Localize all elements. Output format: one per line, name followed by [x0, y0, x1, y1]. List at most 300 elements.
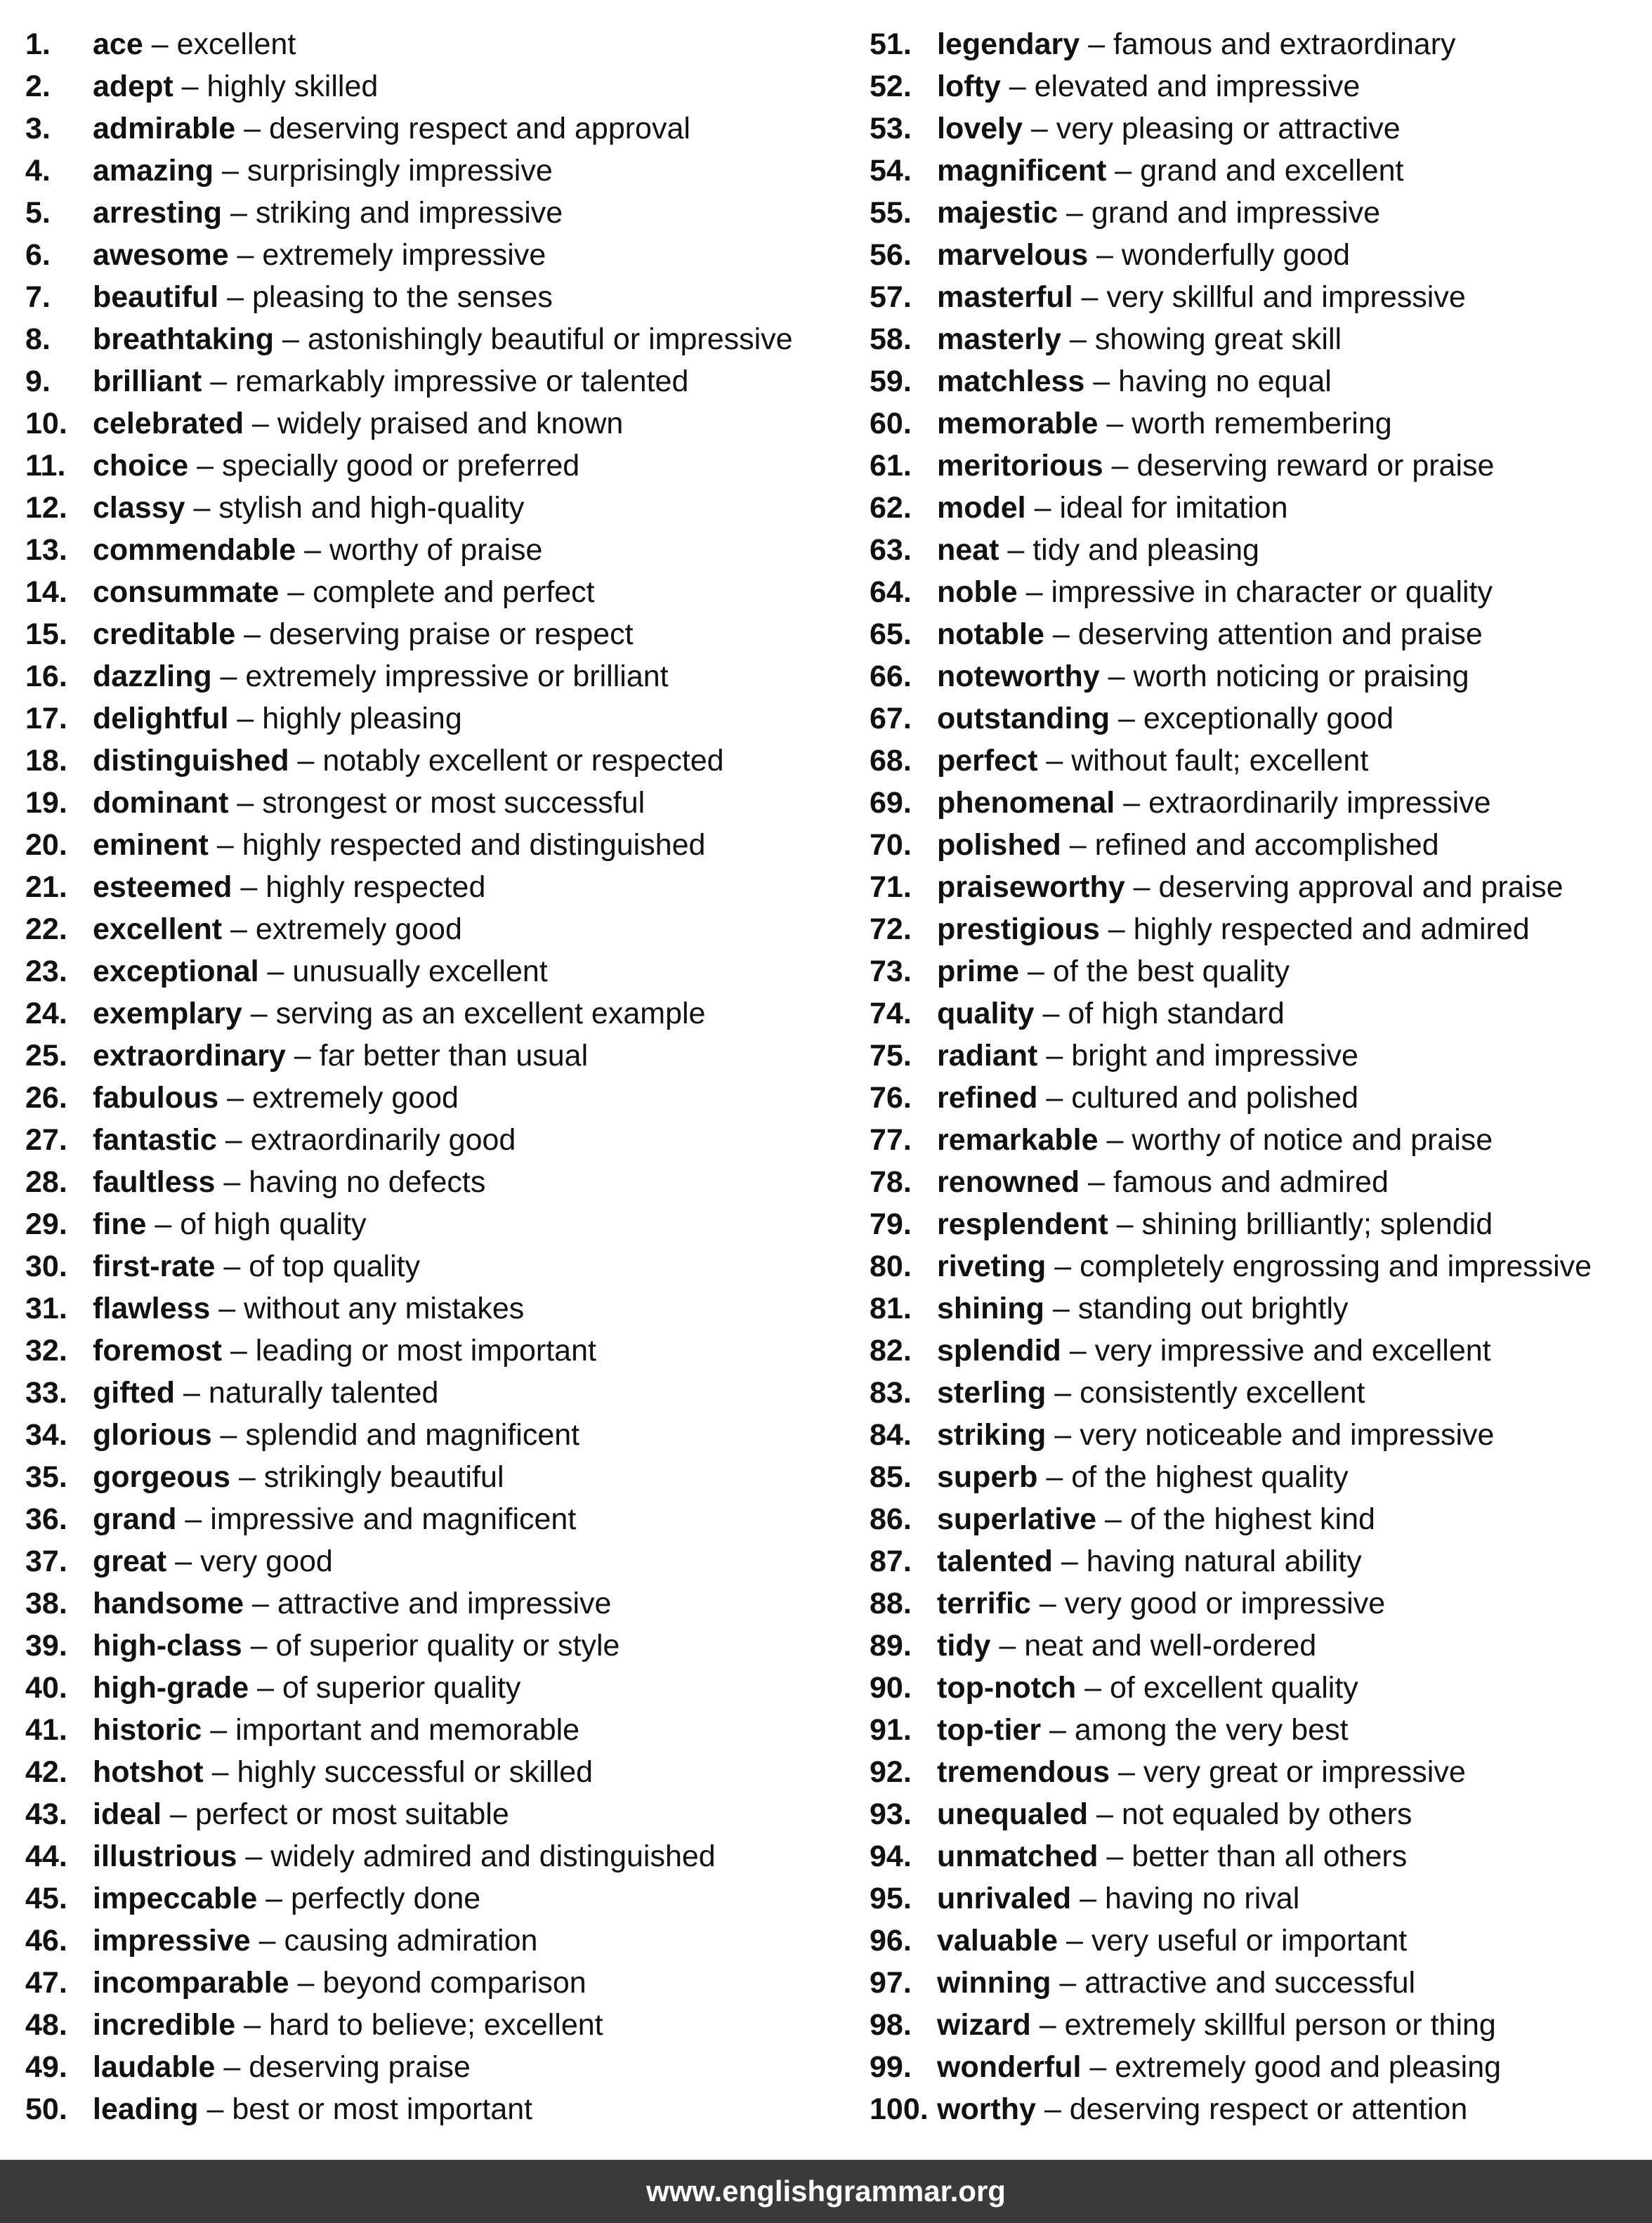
item-separator: – [1098, 407, 1132, 440]
item-separator: – [202, 1713, 236, 1747]
item-definition: attractive and impressive [277, 1587, 612, 1620]
item-word: prime [937, 955, 1020, 988]
item-number: 18. [25, 744, 67, 778]
item-word: magnificent [937, 154, 1107, 188]
list-item [25, 360, 840, 402]
item-word: radiant [937, 1039, 1038, 1073]
item-separator: – [1125, 870, 1159, 904]
item-number: 90. [870, 1671, 912, 1705]
item-separator: – [999, 533, 1033, 567]
item-definition: leading or most important [255, 1334, 596, 1368]
list-item [870, 950, 1642, 992]
item-word: wizard [937, 2008, 1031, 2042]
item-separator: – [1046, 1250, 1080, 1283]
item-number: 28. [25, 1165, 67, 1199]
list-item [870, 1372, 1642, 1414]
item-number: 98. [870, 2008, 912, 2042]
item-word: lovely [937, 112, 1023, 145]
item-word: tremendous [937, 1755, 1110, 1789]
item-definition: very skillful and impressive [1106, 280, 1466, 314]
item-separator: – [250, 1924, 284, 1958]
item-separator: – [1080, 27, 1113, 61]
list-item [870, 487, 1642, 529]
item-number: 35. [25, 1460, 67, 1494]
item-number: 93. [870, 1797, 912, 1831]
item-number: 1. [25, 27, 51, 61]
item-word: illustrious [93, 1840, 237, 1873]
item-definition: widely praised and known [277, 407, 624, 440]
list-item [25, 2088, 840, 2130]
list-item [25, 908, 840, 950]
item-definition: strikingly beautiful [263, 1460, 504, 1494]
list-item [870, 824, 1642, 866]
item-definition: attractive and successful [1084, 1966, 1416, 2000]
item-number: 33. [25, 1376, 67, 1410]
item-word: unrivaled [937, 1882, 1072, 1915]
item-word: glorious [93, 1418, 212, 1452]
item-word: worthy [937, 2092, 1036, 2126]
item-separator: – [222, 912, 256, 946]
list-item [870, 65, 1642, 107]
item-definition: very great or impressive [1143, 1755, 1466, 1789]
item-definition: surprisingly impressive [247, 154, 553, 188]
item-word: quality [937, 997, 1035, 1030]
word-list-column-right [870, 23, 1642, 2130]
list-item [25, 655, 840, 697]
item-number: 24. [25, 997, 67, 1030]
item-definition: of excellent quality [1110, 1671, 1358, 1705]
list-item [25, 1582, 840, 1625]
item-word: superb [937, 1460, 1038, 1494]
list-item [25, 1920, 840, 1962]
list-item [870, 1920, 1642, 1962]
item-definition: complete and perfect [313, 575, 595, 609]
list-item [870, 1709, 1642, 1751]
list-item [870, 1793, 1642, 1835]
item-number: 41. [25, 1713, 67, 1747]
item-word: foremost [93, 1334, 222, 1368]
list-item [870, 529, 1642, 571]
item-separator: – [1037, 1039, 1072, 1073]
list-item [870, 1161, 1642, 1203]
item-word: great [93, 1545, 167, 1578]
item-separator: – [1044, 617, 1078, 651]
item-definition: deserving praise or respect [268, 617, 634, 651]
list-item [25, 782, 840, 824]
item-word: shining [937, 1292, 1044, 1325]
item-separator: – [1080, 1165, 1113, 1199]
item-number: 4. [25, 154, 51, 188]
list-item [25, 23, 840, 65]
item-separator: – [188, 449, 223, 483]
item-definition: refined and accomplished [1094, 828, 1439, 862]
item-definition: worth noticing or praising [1133, 660, 1469, 693]
item-number: 59. [870, 365, 912, 398]
item-definition: beyond comparison [322, 1966, 586, 2000]
item-word: breathtaking [93, 322, 275, 356]
list-item [25, 1877, 840, 1920]
item-word: fabulous [93, 1081, 219, 1115]
item-number: 7. [25, 280, 51, 314]
list-item [25, 1709, 840, 1751]
item-separator: – [1051, 1966, 1085, 2000]
item-separator: – [215, 1250, 249, 1283]
item-word: polished [937, 828, 1061, 862]
item-separator: – [258, 955, 293, 988]
item-number: 44. [25, 1840, 67, 1873]
item-definition: splendid and magnificent [245, 1418, 580, 1452]
list-item [870, 445, 1642, 487]
item-definition: deserving respect or attention [1069, 2092, 1468, 2126]
footer-url[interactable]: www.englishgrammar.org [646, 2175, 1006, 2208]
list-item [25, 1835, 840, 1877]
list-item [25, 1035, 840, 1077]
item-definition: impressive in character or quality [1051, 575, 1493, 609]
word-list-column-left [25, 23, 840, 2130]
item-number: 69. [870, 786, 912, 820]
item-separator: – [1061, 1334, 1095, 1368]
item-definition: striking and impressive [255, 196, 563, 230]
item-word: fantastic [93, 1123, 217, 1157]
item-definition: extremely skillful person or thing [1064, 2008, 1496, 2042]
list-item [25, 740, 840, 782]
item-word: first-rate [93, 1250, 216, 1283]
item-definition: neat and well-ordered [1024, 1629, 1317, 1663]
item-definition: serving as an excellent example [275, 997, 706, 1030]
item-separator: – [1099, 912, 1134, 946]
item-definition: stylish and high-quality [218, 491, 525, 525]
item-definition: far better than usual [319, 1039, 589, 1073]
item-word: extraordinary [93, 1039, 286, 1073]
item-number: 40. [25, 1671, 67, 1705]
item-separator: – [1099, 660, 1134, 693]
item-number: 64. [870, 575, 912, 609]
item-separator: – [235, 112, 269, 145]
item-number: 60. [870, 407, 912, 440]
list-item [25, 1287, 840, 1330]
item-definition: highly successful or skilled [237, 1755, 594, 1789]
list-item [25, 824, 840, 866]
item-word: incredible [93, 2008, 236, 2042]
item-number: 78. [870, 1165, 912, 1199]
item-definition: deserving reward or praise [1136, 449, 1495, 483]
item-number: 51. [870, 27, 912, 61]
item-number: 100. [870, 2092, 929, 2126]
item-number: 48. [25, 2008, 67, 2042]
item-number: 9. [25, 365, 51, 398]
list-item [870, 2088, 1642, 2130]
item-number: 88. [870, 1587, 912, 1620]
item-number: 53. [870, 112, 912, 145]
item-word: superlative [937, 1502, 1097, 1536]
item-word: praiseworthy [937, 870, 1125, 904]
list-item [870, 1287, 1642, 1330]
list-item [25, 866, 840, 908]
item-separator: – [1030, 1587, 1065, 1620]
item-separator: – [230, 1460, 264, 1494]
list-item [25, 1119, 840, 1161]
item-word: impeccable [93, 1882, 258, 1915]
item-word: classy [93, 491, 185, 525]
item-definition: astonishingly beautiful or impressive [307, 322, 793, 356]
item-definition: highly skilled [206, 70, 379, 103]
item-separator: – [279, 575, 313, 609]
item-separator: – [242, 997, 276, 1030]
item-number: 47. [25, 1966, 67, 2000]
item-definition: of superior quality or style [275, 1629, 620, 1663]
item-definition: perfectly done [291, 1882, 481, 1915]
item-separator: – [218, 280, 252, 314]
item-number: 95. [870, 1882, 912, 1915]
item-word: memorable [937, 407, 1099, 440]
list-item [25, 1793, 840, 1835]
item-separator: – [1041, 1713, 1075, 1747]
item-separator: – [1046, 1376, 1080, 1410]
item-number: 14. [25, 575, 67, 609]
item-number: 11. [25, 449, 66, 483]
item-number: 15. [25, 617, 67, 651]
item-word: handsome [93, 1587, 244, 1620]
item-word: laudable [93, 2050, 216, 2084]
item-definition: cultured and polished [1071, 1081, 1358, 1115]
list-item [25, 1962, 840, 2004]
item-separator: – [218, 1081, 252, 1115]
item-word: valuable [937, 1924, 1058, 1958]
list-item [25, 697, 840, 740]
item-word: legendary [937, 27, 1080, 61]
item-number: 38. [25, 1587, 67, 1620]
item-separator: – [1046, 1418, 1080, 1452]
list-item [25, 234, 840, 276]
item-number: 74. [870, 997, 912, 1030]
item-word: unmatched [937, 1840, 1099, 1873]
item-word: delightful [93, 702, 229, 735]
item-separator: – [166, 1545, 200, 1578]
item-number: 76. [870, 1081, 912, 1115]
list-item [25, 1330, 840, 1372]
item-word: masterful [937, 280, 1073, 314]
list-item [25, 992, 840, 1035]
item-separator: – [1110, 1755, 1143, 1789]
list-item [25, 402, 840, 445]
item-separator: – [1058, 196, 1092, 230]
item-number: 66. [870, 660, 912, 693]
list-item [870, 1625, 1642, 1667]
item-definition: worth remembering [1132, 407, 1392, 440]
item-separator: – [1061, 322, 1095, 356]
list-item [870, 1077, 1642, 1119]
item-definition: elevated and impressive [1034, 70, 1361, 103]
item-word: commendable [93, 533, 296, 567]
item-separator: – [1025, 491, 1060, 525]
list-item [870, 697, 1642, 740]
item-definition: worthy of notice and praise [1132, 1123, 1493, 1157]
item-word: high-class [93, 1629, 242, 1663]
item-number: 96. [870, 1924, 912, 1958]
item-word: matchless [937, 365, 1085, 398]
item-definition: of superior quality [282, 1671, 521, 1705]
item-separator: – [214, 154, 247, 188]
item-separator: – [162, 1797, 195, 1831]
item-separator: – [1076, 1671, 1110, 1705]
list-item [25, 1625, 840, 1667]
item-separator: – [242, 1629, 276, 1663]
item-word: exemplary [93, 997, 242, 1030]
list-item [25, 1540, 840, 1582]
item-separator: – [1034, 997, 1068, 1030]
item-separator: – [203, 1755, 237, 1789]
item-separator: – [211, 660, 246, 693]
list-item [870, 192, 1642, 234]
item-word: refined [937, 1081, 1038, 1115]
item-separator: – [222, 196, 256, 230]
item-number: 46. [25, 1924, 67, 1958]
item-word: adept [93, 70, 173, 103]
list-item [870, 571, 1642, 613]
item-definition: exceptionally good [1143, 702, 1394, 735]
list-item [870, 318, 1642, 360]
item-word: masterly [937, 322, 1061, 356]
item-separator: – [1030, 2008, 1065, 2042]
list-item [25, 1414, 840, 1456]
list-item [25, 1077, 840, 1119]
list-item [870, 2004, 1642, 2046]
item-number: 68. [870, 744, 912, 778]
item-number: 83. [870, 1376, 912, 1410]
item-number: 17. [25, 702, 67, 735]
item-definition: extremely good [251, 1081, 459, 1115]
item-number: 43. [25, 1797, 67, 1831]
item-definition: highly respected and distinguished [242, 828, 706, 862]
item-separator: – [228, 702, 263, 735]
item-number: 99. [870, 2050, 912, 2084]
item-number: 55. [870, 196, 912, 230]
item-separator: – [211, 1418, 246, 1452]
item-number: 25. [25, 1039, 67, 1073]
item-word: majestic [937, 196, 1058, 230]
item-separator: – [1096, 1502, 1130, 1536]
list-item [870, 23, 1642, 65]
item-separator: – [289, 744, 323, 778]
item-separator: – [202, 365, 236, 398]
item-definition: completely engrossing and impressive [1080, 1250, 1592, 1283]
list-item [25, 318, 840, 360]
list-item [870, 1203, 1642, 1245]
item-number: 77. [870, 1123, 912, 1157]
item-separator: – [244, 407, 277, 440]
item-definition: deserving respect and approval [268, 112, 690, 145]
item-separator: – [1088, 1797, 1122, 1831]
item-number: 34. [25, 1418, 67, 1452]
item-number: 72. [870, 912, 912, 946]
item-separator: – [1115, 786, 1149, 820]
item-word: dazzling [93, 660, 212, 693]
item-word: striking [937, 1418, 1047, 1452]
item-definition: having natural ability [1086, 1545, 1362, 1578]
item-word: model [937, 491, 1026, 525]
word-list [0, 23, 1652, 2126]
item-number: 26. [25, 1081, 67, 1115]
list-item [25, 1667, 840, 1709]
item-separator: – [1044, 1292, 1078, 1325]
item-definition: hard to believe; excellent [268, 2008, 603, 2042]
item-separator: – [1037, 1460, 1072, 1494]
item-separator: – [296, 533, 329, 567]
item-separator: – [1035, 2092, 1070, 2126]
item-word: distinguished [93, 744, 289, 778]
item-definition: having no rival [1104, 1882, 1300, 1915]
item-word: outstanding [937, 702, 1110, 735]
list-item [870, 234, 1642, 276]
item-number: 13. [25, 533, 67, 567]
item-word: excellent [93, 912, 223, 946]
item-word: prestigious [937, 912, 1100, 946]
item-number: 75. [870, 1039, 912, 1073]
item-number: 80. [870, 1250, 912, 1283]
item-definition: very good [199, 1545, 333, 1578]
item-number: 21. [25, 870, 67, 904]
item-separator: – [216, 1123, 251, 1157]
item-word: top-notch [937, 1671, 1077, 1705]
list-item [25, 1372, 840, 1414]
item-separator: – [1110, 702, 1143, 735]
item-definition: among the very best [1074, 1713, 1349, 1747]
item-word: noteworthy [937, 660, 1100, 693]
item-definition: of top quality [249, 1250, 421, 1283]
list-item [25, 1245, 840, 1287]
item-definition: perfect or most suitable [195, 1797, 509, 1831]
item-separator: – [1037, 1081, 1072, 1115]
item-number: 19. [25, 786, 67, 820]
item-number: 73. [870, 955, 912, 988]
list-item [25, 1161, 840, 1203]
list-item [870, 908, 1642, 950]
item-word: creditable [93, 617, 236, 651]
item-separator: – [1058, 1924, 1092, 1958]
item-word: amazing [93, 154, 214, 188]
item-number: 84. [870, 1418, 912, 1452]
item-definition: specially good or preferred [222, 449, 580, 483]
item-word: celebrated [93, 407, 244, 440]
item-number: 82. [870, 1334, 912, 1368]
list-item [25, 950, 840, 992]
item-word: leading [93, 2092, 199, 2126]
item-word: meritorious [937, 449, 1103, 483]
list-item [25, 1203, 840, 1245]
item-separator: – [235, 2008, 269, 2042]
item-number: 56. [870, 238, 912, 272]
item-definition: without any mistakes [244, 1292, 525, 1325]
item-separator: – [1103, 449, 1137, 483]
item-definition: of the best quality [1052, 955, 1290, 988]
item-number: 70. [870, 828, 912, 862]
item-definition: strongest or most successful [262, 786, 645, 820]
item-number: 6. [25, 238, 51, 272]
item-number: 32. [25, 1334, 67, 1368]
item-separator: – [1098, 1123, 1132, 1157]
item-definition: very useful or important [1091, 1924, 1408, 1958]
item-definition: of high quality [180, 1207, 367, 1241]
item-word: choice [93, 449, 189, 483]
item-definition: consistently excellent [1080, 1376, 1365, 1410]
item-separator: – [285, 1039, 320, 1073]
list-item [870, 276, 1642, 318]
list-item [25, 2004, 840, 2046]
item-number: 79. [870, 1207, 912, 1241]
item-separator: – [990, 1629, 1025, 1663]
item-definition: extremely good and pleasing [1115, 2050, 1502, 2084]
item-number: 62. [870, 491, 912, 525]
